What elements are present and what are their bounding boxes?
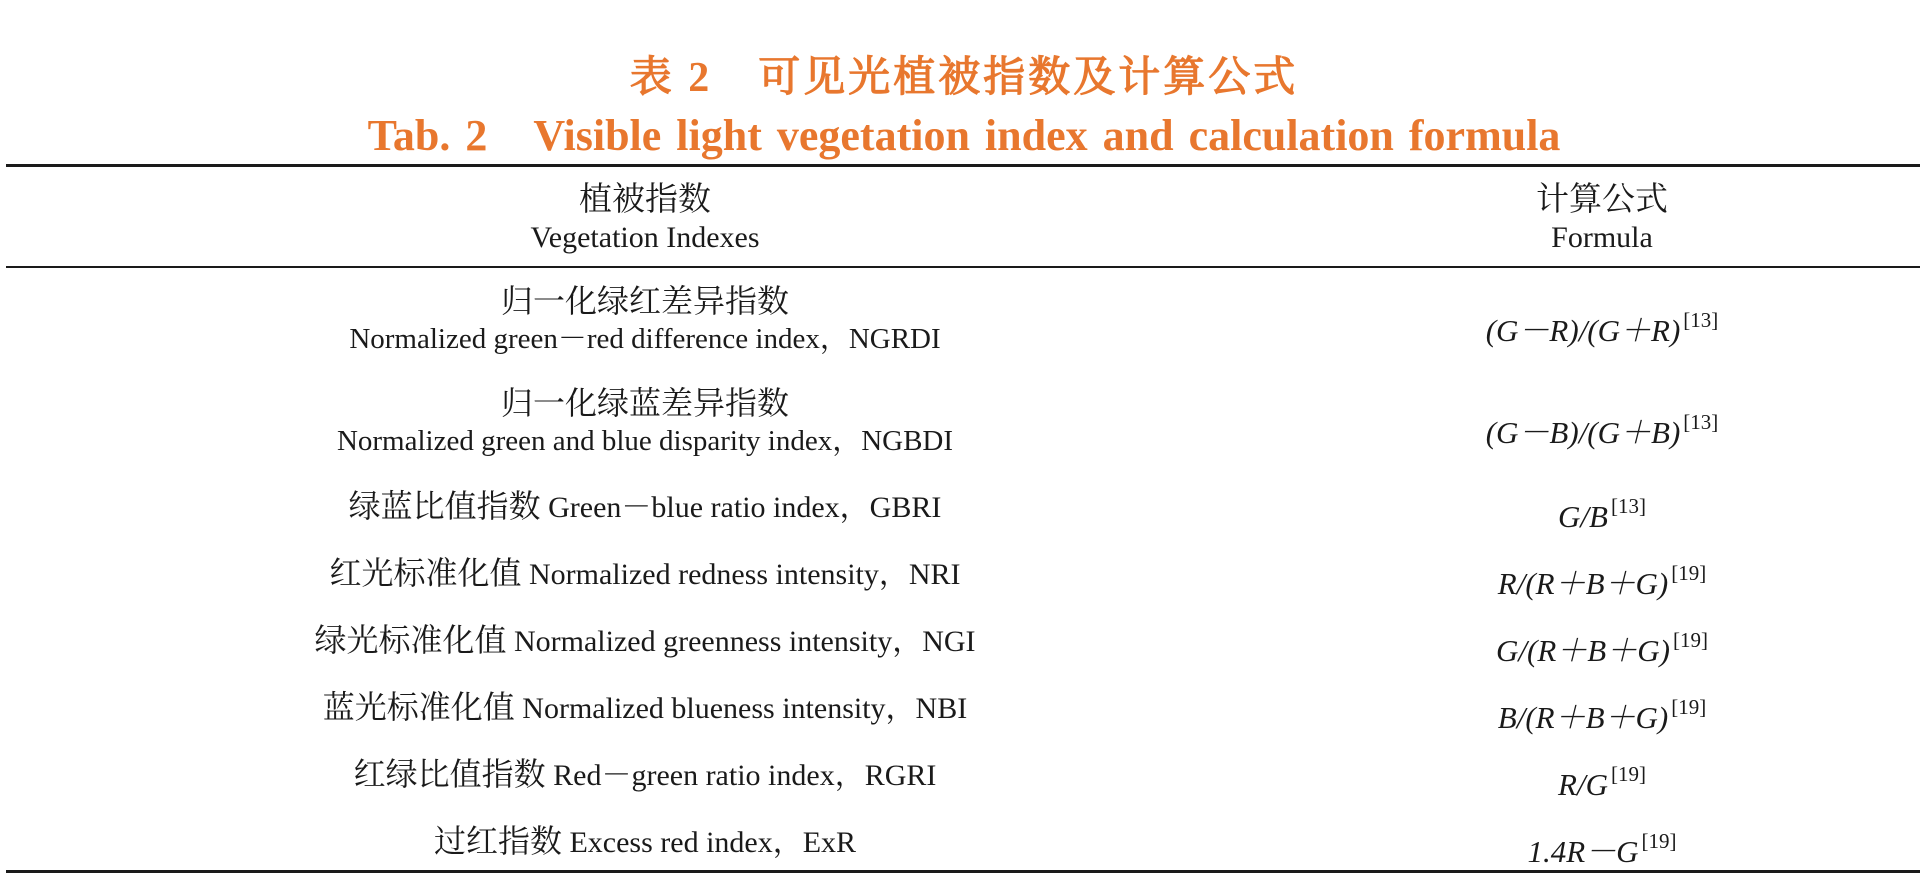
index-name-zh: 绿蓝比值指数 (348, 488, 541, 524)
table-row (6, 383, 1284, 459)
table-caption-zh (0, 44, 1928, 104)
table-row (6, 754, 1284, 796)
formula-text: 1.4R－G (1527, 834, 1639, 869)
reference: [13] (1610, 494, 1646, 518)
formula-cell (1284, 402, 1920, 453)
header-vegetation-index (6, 180, 1284, 256)
table-row (6, 821, 1284, 863)
table-label-zh: 表 2 (629, 55, 713, 101)
reference: [19] (1671, 561, 1707, 585)
formula-cell (1284, 300, 1920, 351)
header-col1-zh: 植被指数 (579, 182, 711, 218)
table-row (6, 620, 1284, 662)
formula-text: R/(R＋B＋G) (1497, 566, 1669, 601)
reference: [19] (1610, 762, 1646, 786)
formula-cell (1284, 754, 1920, 805)
index-name-en: Normalized redness intensity，NRI (528, 558, 961, 591)
index-name-en: Normalized green－red difference index，NGRDI (349, 323, 941, 355)
table-caption-en (0, 110, 1928, 161)
table-row (6, 553, 1284, 595)
reference: [13] (1683, 308, 1719, 332)
table-bottom-rule (6, 870, 1920, 873)
formula-cell (1284, 821, 1920, 872)
index-name-zh: 归一化绿红差异指数 (500, 283, 789, 319)
table-label-en: Tab. 2 (367, 111, 488, 160)
index-name-zh: 归一化绿蓝差异指数 (500, 385, 789, 421)
index-name-en: Green－blue ratio index，GBRI (548, 491, 942, 524)
reference: [19] (1671, 695, 1707, 719)
formula-text: (G－R)/(G＋R) (1485, 313, 1681, 348)
formula-text: (G－B)/(G＋B) (1485, 415, 1681, 450)
formula-text: G/B (1558, 499, 1608, 534)
index-name-en: Normalized green and blue disparity index，NGBDI (336, 425, 954, 457)
index-name-en: Normalized greenness intensity，NGI (513, 625, 976, 658)
index-name-zh: 蓝光标准化值 (322, 689, 515, 725)
table-top-rule (6, 164, 1920, 167)
formula-cell (1284, 553, 1920, 604)
index-name-zh: 红光标准化值 (329, 555, 522, 591)
table-title-zh: 可见光植被指数及计算公式 (758, 55, 1299, 101)
formula-text: G/(R＋B＋G) (1496, 633, 1670, 668)
formula-text: B/(R＋B＋G) (1497, 700, 1669, 735)
formula-cell (1284, 620, 1920, 671)
header-formula (1284, 180, 1920, 256)
table-row (6, 687, 1284, 729)
index-name-en: Normalized blueness intensity，NBI (522, 692, 968, 725)
formula-cell (1284, 687, 1920, 738)
reference: [13] (1683, 410, 1719, 434)
table-row (6, 486, 1284, 528)
table-title-en: Visible light vegetation index and calculation formula (533, 111, 1561, 160)
table-row (6, 281, 1284, 357)
index-name-en: Excess red index，ExR (569, 826, 857, 859)
reference: [19] (1672, 628, 1708, 652)
reference: [19] (1641, 829, 1677, 853)
index-name-zh: 红绿比值指数 (353, 756, 546, 792)
formula-text: R/G (1558, 767, 1608, 802)
header-col1-en: Vegetation Indexes (530, 221, 760, 254)
formula-cell (1284, 486, 1920, 537)
header-col2-zh: 计算公式 (1536, 182, 1668, 218)
header-rule (6, 266, 1920, 268)
index-name-en: Red－green ratio index，RGRI (553, 759, 937, 792)
index-name-zh: 绿光标准化值 (314, 622, 507, 658)
header-col2-en: Formula (1551, 221, 1653, 254)
index-name-zh: 过红指数 (433, 823, 562, 859)
